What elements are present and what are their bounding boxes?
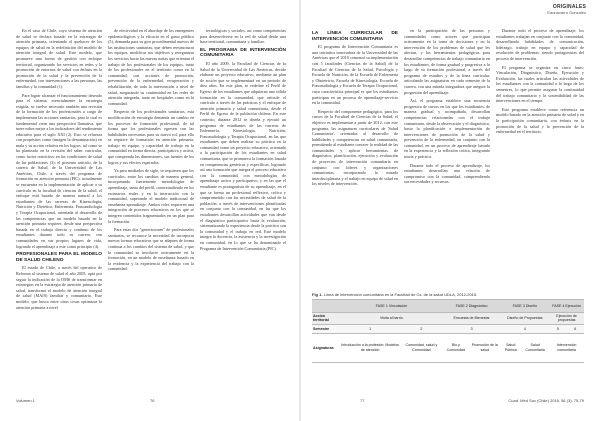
- column-2: [108, 28, 194, 275]
- column-4: [312, 28, 398, 190]
- table-cell: Intervención comunitaria: [549, 333, 584, 362]
- paragraph: Para lograr alcanzar el funcionamiento deseado para el sistema, esencialmente la estrategia exigida, se vuelve necesario también una revisión de la formación de los profesionales a cargo de implementar las acciones sanitarias, para lo cual es fundamental crear una perspectiva llamativa, que tuere niños mejor a los indicadores del rendimiento educativo para el siglo XXI (2). Esto se refuerza con propósitos como (imagen la denominación) en mala y su acción relativa en los logros, tal como se ha planteado en la revisión del saber curricular, como factor restrictivo en las condiciones de salud de las poblaciones (3); el presente artículo, de la carrera de Salud, de la Universidad de Las Américas, Chile, a través del programa de formación en atención primaria (PIC), actualmente se encuentra en la implementación de aplicar a su currículo en la facultad de ciencias de la salud, el enfoque está basado de manera natural a los estudiantes de las carreras de Kinesiología, Nutrición y Dietética, Enfermería, Fonoaudiología y Terapia Ocupacional, orientada al desarrollo de las competencias que un modelo basado en la atención primaria requiere, desde una perspectiva basada en el trabajo directo y continuo de los estudiantes durante todo su carrera, con comunidades en sus propios lugares de vida, logrando el aprendizaje a este como principio (4).: [16, 92, 102, 249]
- page-number-right: 77: [360, 398, 365, 403]
- authors-label: Eaunavarro Gonzalez: [547, 10, 586, 15]
- phase-row: [312, 300, 584, 313]
- paragraph: Durante todo el proceso de aprendizaje, los estudiantes trabajan en conjunto con la comunidad, desarrollando habilidades de comunicación, liderazgo, trabajo en equipo y capacidad de resolución de problemas, siendo protagonistas del proceso de intervención.: [496, 28, 584, 61]
- table-cell: 5: [549, 324, 566, 333]
- table-cell: Acción territorial: [312, 313, 340, 325]
- paragraph: Para estas dos "generaciones" de profesionales sanitarios, se reconoce la necesidad de incorporar nuevas formas educativas que se adapten de forma continua a los cambios del sistema de salud, y que la comunidad se involucre activamente en la formación, en un modelo de enseñanza basado en la evidencia y la experiencia del trabajo con la comunidad.: [108, 227, 194, 272]
- footer-volume: Volumen 1: [16, 398, 35, 403]
- table-cell: Asignaturas: [312, 333, 340, 362]
- paragraph: en la participación de las personas y comunidades como actores que participan activamente en la toma de decisiones y en la intervención de los problemas de salud que les afectan, y las herramientas pedagógicas para desarrollar competencias de trabajo comunitario en los estudiantes, de forma gradual y progresiva a lo largo de su formación profesional, a través del programa de estudios y de la línea curricular, articulando las asignaturas en cada semestre de la carrera, con una mirada integradora que asegure la progresión del aprendizaje.: [404, 28, 490, 95]
- paragraph: El estado de Chile, a través del operativo de Reforma al sistema de salud el año 2005, optó por seguir la indicación de la OMS de transformar en estrategias en la estrategia de atención primaria de salud, transformó el modelo de atención integral de salud (MAIS) familiar y comunitario. Este modelo, que busca entre otras cosas optimizar la atención primaria a nivel: [16, 265, 102, 310]
- table-cell: Diseño de Propuestas: [500, 313, 549, 325]
- paragraph: El programa se organiza en cinco fases: Vinculación, Diagnóstico, Diseño, Ejecución y Evaluación, las cuales articulan las actividades de los estudiantes con la comunidad a lo largo de los semestres, lo que permite asegurar la continuidad del trabajo comunitario y la sostenibilidad de las intervenciones en el tiempo.: [496, 64, 584, 104]
- table-cell: 6: [567, 324, 584, 333]
- paragraph: Ya para mediados de siglo, se requieren que los currículos, entre los cambios de manera general, incorporando fuertemente metodologías de aprendizaje, tanto del perfil, contextualizado en los escenarios reales y en la interacción con la comunidad, superando el modelo tradicional de enseñanza-aprendizaje. Ambos roles requieren una integración de procesos educativos en los que se integren contenidos fragmentados en un plan para la formación.: [108, 168, 194, 224]
- table-cell: 3: [443, 324, 501, 333]
- column-1: [16, 28, 102, 313]
- section-heading: PROFESIONALES PARA EL MODELO DE SALUD CHILENO: [16, 252, 102, 263]
- section-heading: LA LÍNEA CURRICULAR DE INTERVENCIÓN COMUNITARIA: [312, 31, 398, 42]
- table-cell: Semestre: [312, 324, 340, 333]
- page-number-left: 76: [150, 398, 155, 403]
- running-header: [547, 4, 586, 15]
- action-row: [312, 313, 584, 325]
- paragraph: tecnológicas y sociales, así como competencias para desenvolverse en la red de salud desde una base territorial, comunitaria y familiar.: [200, 28, 286, 45]
- table-cell: Ejecución de propuestas: [549, 313, 584, 325]
- table-cell: FASE 4 Ejecución: [549, 300, 584, 313]
- footer-citation: Cuad. Méd Soc (Chile) 2016, 56 (3): 75-79: [508, 398, 584, 403]
- paragraph: Durante todo el proceso de aprendizaje, los estudiantes desarrollan una relación de compromiso con la comunidad, comprendiendo sus necesidades y recursos.: [404, 162, 490, 185]
- section-label: ORIGINALES: [552, 4, 586, 10]
- semester-row: [312, 324, 584, 333]
- paragraph: El programa de Intervención Comunitaria es una iniciativa innovadora de la Universidad de las Américas que el 2010 comenzó su implementación con 5 facultades (Ciencias de la Salud) de la Facultad de Ciencias de la Salud, Psicología y Escuela de Nutrición, de la Escuela de Enfermería y Obstetricia, Escuela de Kinesiología, Escuela de Fonoaudiología y Escuela de Terapia Ocupacional, cuya característica principal es que los estudiantes participan en un proceso de aprendizaje-servicio en la comunidad.: [312, 44, 398, 106]
- table-cell: Introducción a la profesión: Modelos de atención: [340, 333, 400, 362]
- page-gutter: [299, 0, 301, 421]
- figure-caption: [312, 292, 584, 297]
- column-5: [404, 28, 490, 188]
- curriculum-figure-table: [312, 299, 584, 363]
- table-cell: 2: [400, 324, 443, 333]
- paragraph: Este programa establece como referencia un modelo basado en la atención primaria de salud y en la participación comunitaria, con énfasis en la promoción de la salud y la prevención de la enfermedad en el territorio.: [496, 106, 584, 135]
- paragraph: El año 2009, la Facultad de Ciencias de la Salud de la Universidad de Las Américas, decide elaborar un proyecto educativo, mediante un plan de acción que se implementará en un periodo de diez años. En este plan, se redefine el Perfil de Egreso de los estudiantes que adquieran una sólida formación en la comunidad, que articule el currículo a través de las prácticas y el enfoque de atención primaria y salud comunitaria, desde el Perfil de Egreso de la población chilena. En este contexto, durante 2012 se diseña y ejecutó un programa de estudiantes de las carreras de Enfermería, Kinesiología, Nutrición, Fonoaudiología y Terapia Ocupacional, en las que estudiantes que deben realizar su práctica en la comunidad como un proyecto educativo, orientado a la participación de los estudiantes en salud comunitaria, que se promueva la formación basada en competencias genéricas y específicas, logrando así una formación que integra el proceso educativo con la comunidad, con metodologías de aprendizaje activo y participativo, y en las que el estudiante es protagonista de su aprendizaje, en el que se forma un profesional reflexivo, crítico y comprometido con las necesidades de salud de la población, a través de intervenciones planificadas en conjunto con la comunidad, en las que los estudiantes desarrollan actividades que van desde el diagnóstico participativo hasta la evaluación, sistematizando la experiencia desde la práctica con la comunidad y el trabajo en red. Este modelo integra la docencia, la asistencia y la investigación en comunidad, en lo que se ha denominado el Programa de Intervención Comunitaria (PIC).: [200, 60, 286, 251]
- table-cell: Promoción de la salud: [469, 333, 500, 362]
- table-cell: Salud Pública: [500, 333, 521, 362]
- table-cell: 4: [500, 324, 549, 333]
- table-cell: Visita al barrio: [340, 313, 443, 325]
- table-cell: [312, 300, 340, 313]
- paragraph: Respecto del componente pedagógico, para los cursos de la Facultad de Ciencias de la Salud, el objetivo es implementar a partir de 2012, con este programa, las asignaturas curriculares de 'Salud Comunitaria', orientadas al desarrollo de habilidades y competencias en salud comunitaria, permitiendo al estudiante conocer la realidad de las comunidades y aplicar herramientas de diagnóstico, planificación, ejecución y evaluación de proyectos de intervención comunitaria en conjunto con líderes y organizaciones comunitarias, incorporando la mirada interdisciplinaria y el trabajo en equipo de salud en los niveles de intervención.: [312, 108, 398, 187]
- section-heading: EL PROGRAMA DE INTERVENCIÓN COMUNITARIA: [200, 47, 286, 59]
- paragraph: Respecto de los profesionales sanitarios, esta modificación de estrategia demanda un cambio en los procesos de formación profesional, de tal forma que los profesionales egresen con las habilidades necesarias para su nuevo rol, para ello se requiere de formación en atención primaria, trabajo en equipo, y capacidad de trabajo en la comunidad en forma directa, participativa y activa, que comprenda las dimensiones, sus fuentes de los logros y sus efectos esperados.: [108, 109, 194, 165]
- table-cell: 1: [340, 324, 400, 333]
- table-cell: FASE 3 Diseño: [500, 300, 549, 313]
- column-3: [200, 28, 286, 254]
- figure-caption-text: Línea de intervención comunitaria en la Facultad de Cs. de la salud UDLA, 2012-2015.: [323, 292, 478, 297]
- paragraph: de efectividad en el abordaje de los emergentes epidemiológicos y la eficacia en el gasto público (5), demanda para su giro procedimental nuevos de las instituciones sanitarias, que deben reestructurar los equipos, modificar sus objetivos y reorganizar los servicios hacia las nuevas metas que orientan el trabajo de los profesionales de los equipos, tanto de los profesionales en el territorio como en la comunidad, con acciones de promoción, prevención de la enfermedad, recuperación y rehabilitación, de toda la intervención a nivel de salud, asegurando su continuidad en las redes de atención integrada, tanto en hospitales como en la comunidad.: [108, 28, 194, 106]
- table-cell: FASE 2 Diagnóstico: [443, 300, 501, 313]
- table-cell: Salud Comunitaria: [521, 333, 549, 362]
- table-cell: Bio y Comunidad: [443, 333, 469, 362]
- table-cell: FASE 1 Vinculación: [340, 300, 443, 313]
- figure-caption-label: Fig 1.: [312, 292, 323, 297]
- paragraph: En el caso de Chile, cuyo sistema de atención de salud se declara basado en la estrategia de atención primaria, orientando el quehacer de los equipos de salud en la redefinición del modelo de atención integral de salud. Este modelo, que promueve una forma de gestión con enfoque territorial, organizando los servicios en redes y la promoción de entornos de salud con énfasis en la promoción de la salud y la prevención de la enfermedad, con intervenciones a las personas, las familias y la comunidad (1).: [16, 28, 102, 89]
- table-cell: Encuesta de Bienestar: [443, 313, 501, 325]
- column-6: [496, 28, 584, 138]
- courses-row: [312, 333, 584, 362]
- table-cell: Comunidad, salud y Comunidad: [400, 333, 443, 362]
- paragraph: Así, el programa establece una secuencia progresiva de cursos en los que los estudiantes, de manera gradual y acompañada, desarrollan competencias relacionadas con el trabajo comunitario, desde la observación y el diagnóstico, hasta la planificación e implementación de intervenciones de promoción de la salud y prevención de la enfermedad, en conjunto con la comunidad, en un proceso de aprendizaje basado en la experiencia y la reflexión crítica, integrando teoría y práctica.: [404, 98, 490, 160]
